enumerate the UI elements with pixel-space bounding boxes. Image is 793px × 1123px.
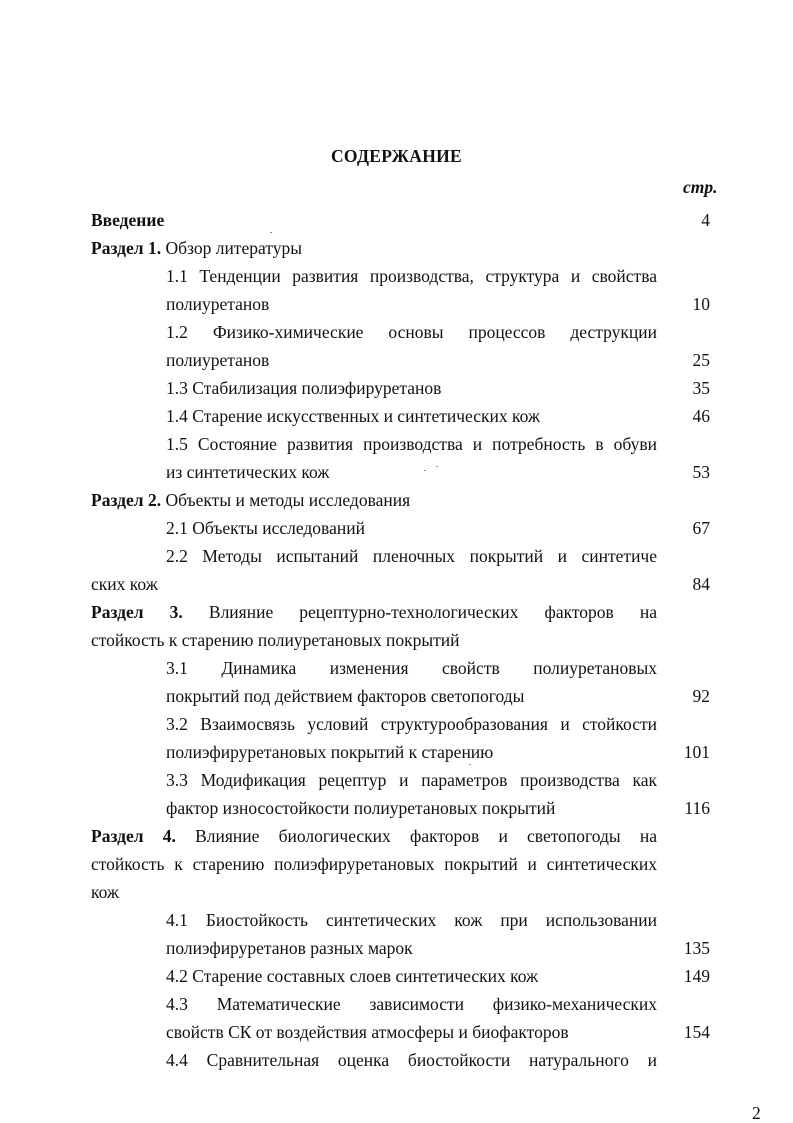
toc-entry-text: 1.1 Тенденции развития производства, структура и свойства xyxy=(166,266,657,286)
toc-page-number: 84 xyxy=(692,574,710,594)
page-column-label: стр. xyxy=(683,177,718,197)
toc-line-s4_4a xyxy=(166,1050,657,1070)
toc-entry-text: 4.2 Старение составных слоев синтетических кож xyxy=(166,966,539,986)
toc-entry-text: стойкость к старению полиэфируретановых покрытий и синтетических xyxy=(91,854,657,874)
toc-entry-text: полиуретанов xyxy=(166,350,270,370)
toc-line-s2_2b xyxy=(91,574,158,594)
toc-page-number: 116 xyxy=(684,798,710,818)
toc-entry-text: 3.1 Динамика изменения свойств полиуретановых xyxy=(166,658,657,678)
toc-page-number: 25 xyxy=(692,350,710,370)
toc-entry-text: кож xyxy=(91,882,120,902)
toc-line-s1_2b xyxy=(166,350,269,370)
toc-entry-text: 1.3 Стабилизация полиэфируретанов xyxy=(166,378,442,398)
toc-entry-text: Влияние биологических факторов и светопогоды на xyxy=(175,826,657,846)
toc-entry-text: свойств СК от воздействия атмосферы и биофакторов xyxy=(166,1022,569,1042)
toc-line-s4_1b xyxy=(166,938,413,958)
toc-section-label: Раздел 2. xyxy=(91,490,162,510)
toc-line-s4_3b xyxy=(166,1022,569,1042)
toc-page-number: 154 xyxy=(683,1022,710,1042)
toc-entry-text: полиуретанов xyxy=(166,294,270,314)
toc-page-number: 10 xyxy=(692,294,710,314)
toc-line-s1_4 xyxy=(166,406,540,426)
toc-entry-text: 4.1 Биостойкость синтетических кож при использовании xyxy=(166,910,657,930)
page-title: СОДЕРЖАНИЕ xyxy=(330,146,462,166)
toc-entry-text: 1.5 Состояние развития производства и потребность в обуви xyxy=(166,434,657,454)
toc-entry-text: покрытий под действием факторов светопогоды xyxy=(166,686,525,706)
toc-entry-text: 4.4 Сравнительная оценка биостойкости натурального и xyxy=(166,1050,657,1070)
toc-line-s4a xyxy=(91,826,657,846)
toc-entry-text: 2.2 Методы испытаний пленочных покрытий и синтетиче xyxy=(166,546,657,566)
toc-line-s3_1b xyxy=(166,686,524,706)
toc-entry-text: Объекты и методы исследования xyxy=(161,490,411,510)
toc-line-s2 xyxy=(91,490,410,510)
toc-page-number: 135 xyxy=(683,938,710,958)
toc-section-label: Раздел 1. xyxy=(91,238,162,258)
toc-line-s3a xyxy=(91,602,657,622)
toc-page-number: 53 xyxy=(692,462,710,482)
toc-line-s1 xyxy=(91,238,302,258)
toc-entry-text: полиэфируретанов разных марок xyxy=(166,938,413,958)
toc-line-s4_3a xyxy=(166,994,657,1014)
toc-page-number: 101 xyxy=(683,742,710,762)
toc-line-s1_5b xyxy=(166,462,329,482)
toc-entry-text: 1.2 Физико-химические основы процессов деструкции xyxy=(166,322,657,342)
toc-page-number: 67 xyxy=(692,518,710,538)
toc-page-number: 149 xyxy=(683,966,710,986)
toc-section-label: Раздел 4. xyxy=(91,826,176,846)
toc-line-s2_1 xyxy=(166,518,365,538)
toc-entry-text: стойкость к старению полиуретановых покрытий xyxy=(91,630,460,650)
toc-line-s1_3 xyxy=(166,378,441,398)
toc-entry-text: Влияние рецептурно-технологических факторов на xyxy=(182,602,657,622)
toc-entry-text: Обзор литературы xyxy=(161,238,302,258)
toc-line-s3_3b xyxy=(166,798,555,818)
toc-page-number: 4 xyxy=(701,210,710,230)
toc-section-label: Введение xyxy=(91,210,165,230)
toc-line-s3_2b xyxy=(166,742,493,762)
toc-line-s1_2a xyxy=(166,322,657,342)
toc-page-number: 46 xyxy=(692,406,710,426)
toc-entry-text: фактор износостойкости полиуретановых покрытий xyxy=(166,798,556,818)
toc-line-s3_3a xyxy=(166,770,657,790)
toc-line-s4_1a xyxy=(166,910,657,930)
toc-entry-text: 1.4 Старение искусственных и синтетических кож xyxy=(166,406,541,426)
toc-line-s1_5a xyxy=(166,434,657,454)
toc-line-s3_1a xyxy=(166,658,657,678)
toc-line-s3b xyxy=(91,630,459,650)
toc-line-s1_1b xyxy=(166,294,269,314)
toc-entry-text: ских кож xyxy=(91,574,158,594)
toc-entry-text: 3.3 Модификация рецептур и параметров производства как xyxy=(166,770,657,790)
toc-line-s1_1a xyxy=(166,266,657,286)
toc-section-label: Раздел 3. xyxy=(91,602,183,622)
toc-page-number: 92 xyxy=(692,686,710,706)
toc-entry-text: 4.3 Математические зависимости физико-механических xyxy=(166,994,657,1014)
toc-entry-text: полиэфируретановых покрытий к старению xyxy=(166,742,494,762)
toc-line-s2_2a xyxy=(166,546,657,566)
toc-entry-text: из синтетических кож xyxy=(166,462,330,482)
toc-line-s4b xyxy=(91,854,657,874)
toc-line-intro xyxy=(91,210,164,230)
toc-page-number: 35 xyxy=(692,378,710,398)
toc-line-s4_2 xyxy=(166,966,538,986)
toc-entry-text: 3.2 Взаимосвязь условий структурообразования и стойкости xyxy=(166,714,657,734)
toc-entry-text: 2.1 Объекты исследований xyxy=(166,518,365,538)
toc-line-s3_2a xyxy=(166,714,657,734)
toc-line-s4c xyxy=(91,882,119,902)
page-number: 2 xyxy=(752,1103,761,1123)
